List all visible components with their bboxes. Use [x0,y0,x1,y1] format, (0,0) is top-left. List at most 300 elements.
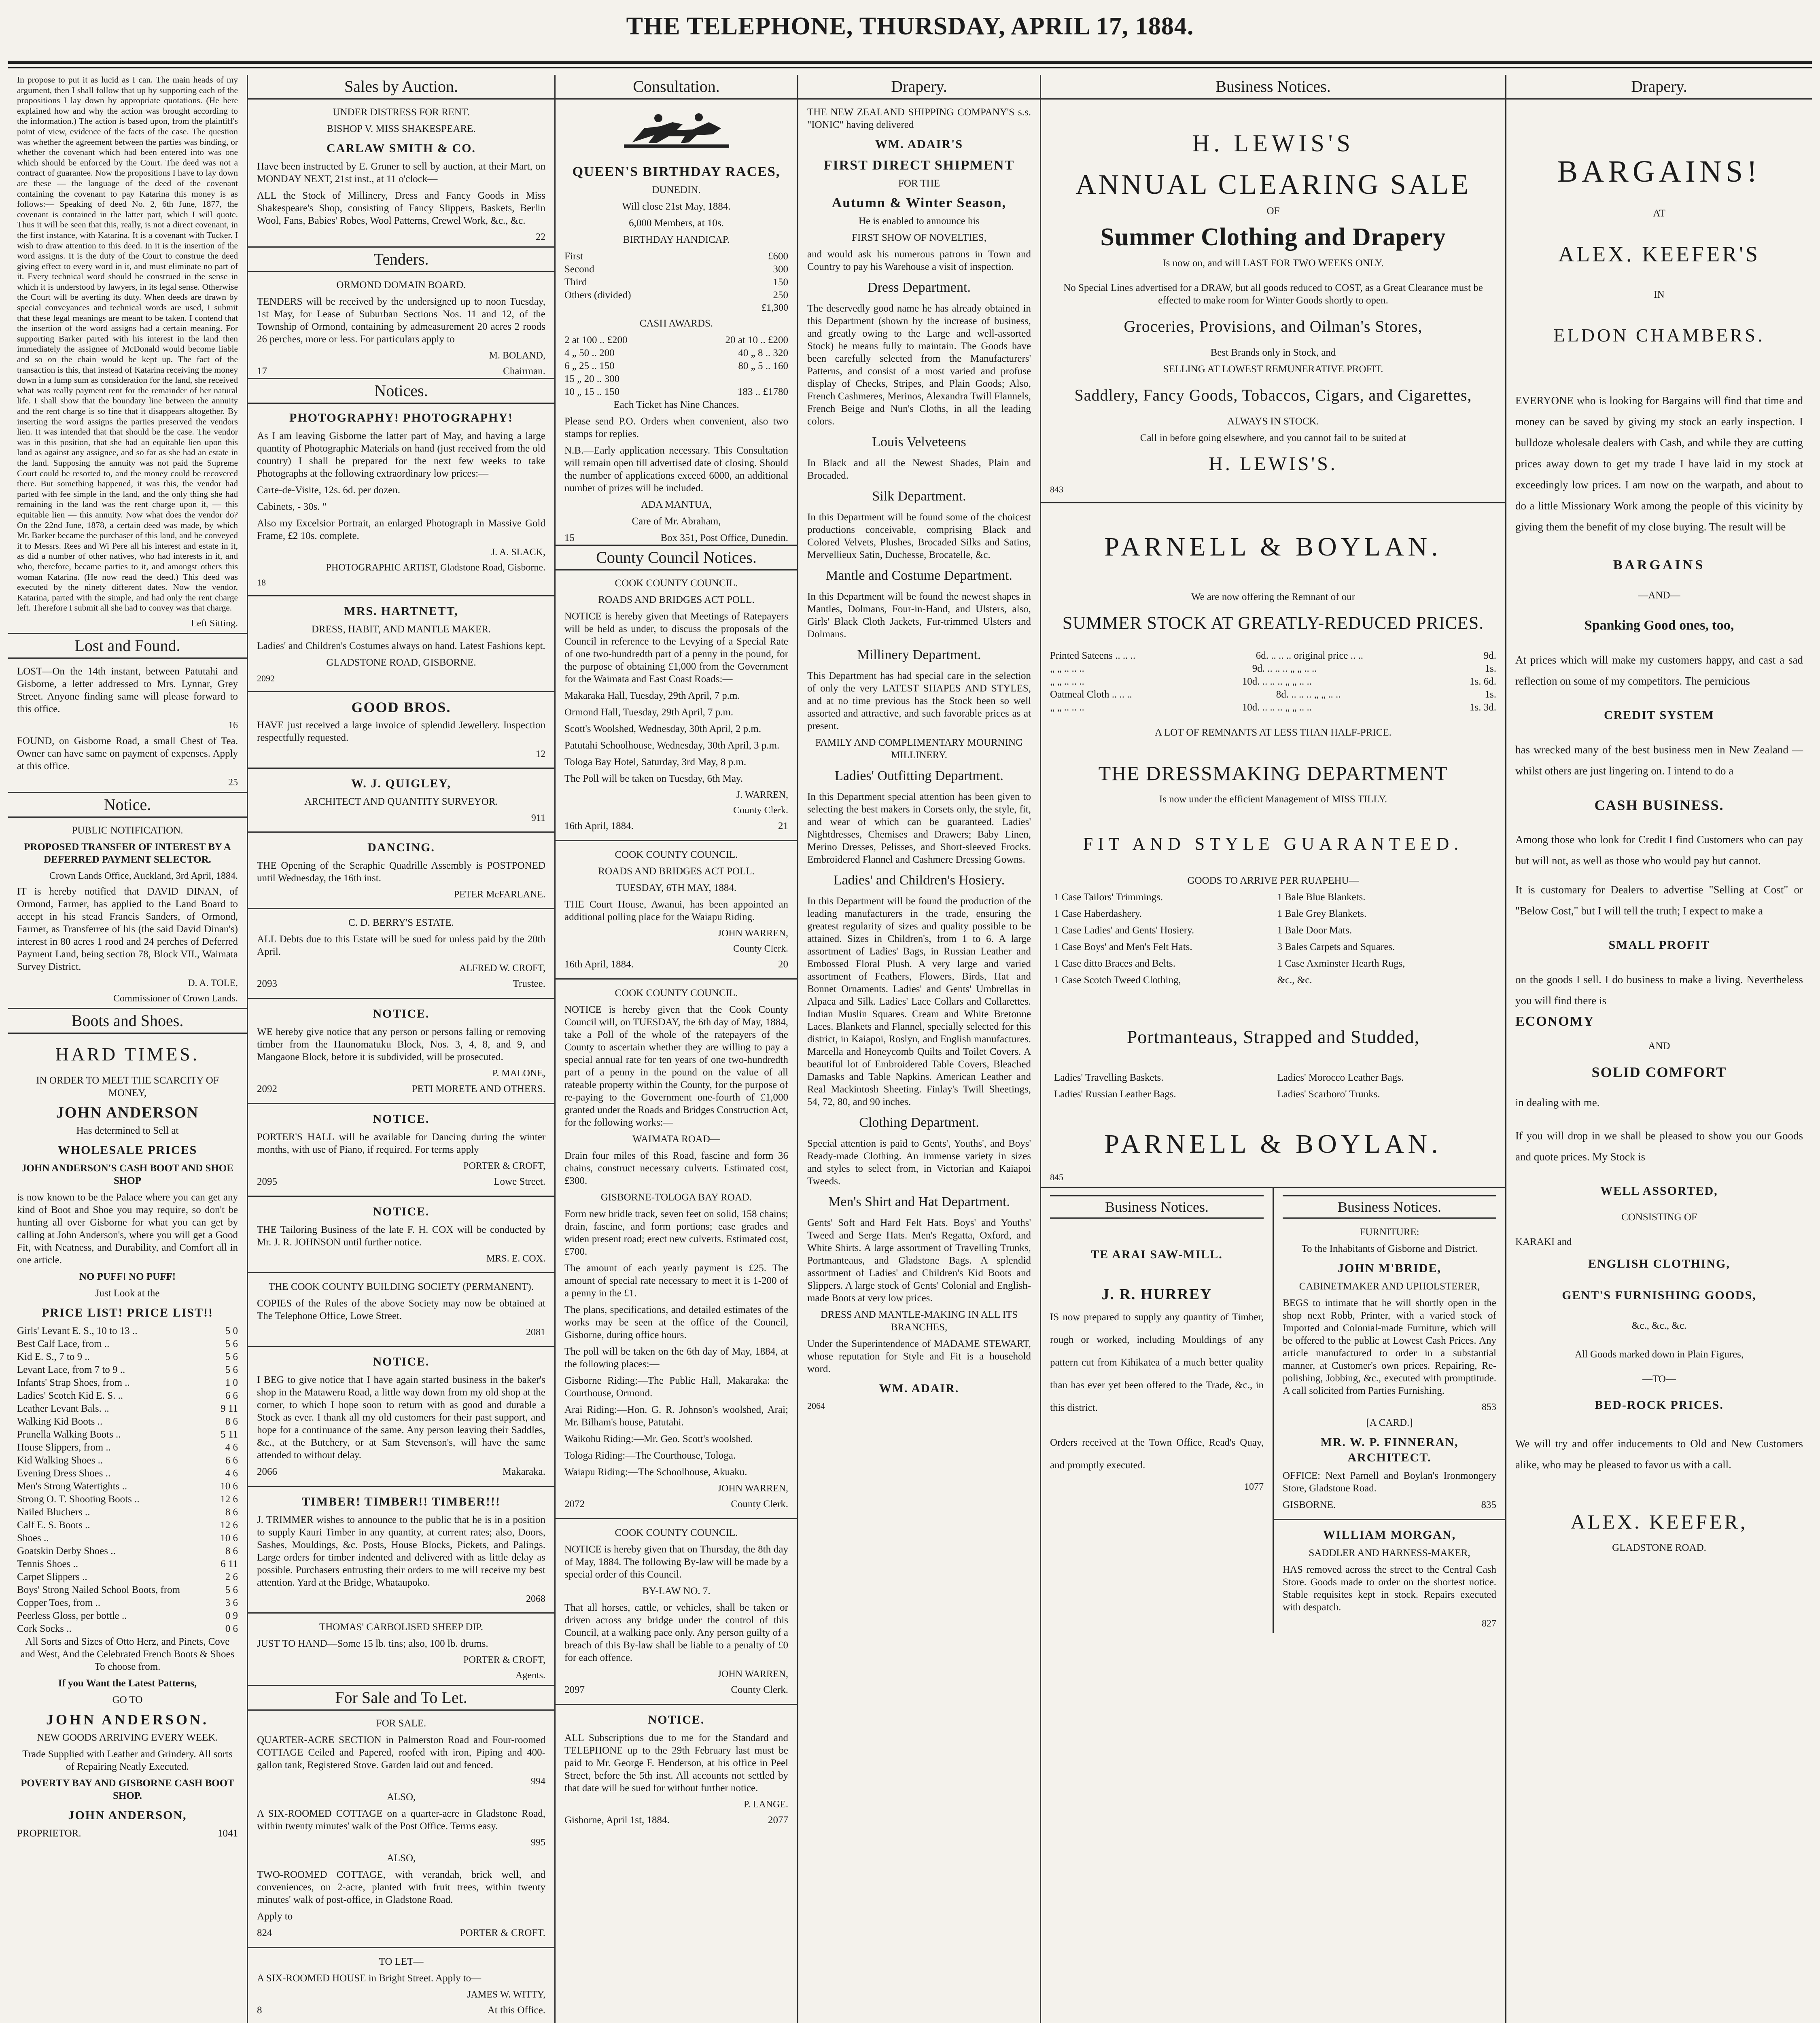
date-text: 16th April, 1884. [564,959,634,970]
peti-names: PETI MORETE AND OTHERS. [412,1084,545,1094]
poll-place-item: Waikohu Riding:—Mr. Geo. Scott's woolshed. [564,1433,753,1444]
determined-line: Has determined to Sell at [76,1125,179,1136]
prize-row-cell: Others (divided) [564,290,631,301]
sateen-row [1050,688,1496,701]
sateen-row-cell: „ „ .. .. .. [1050,702,1084,713]
lange-line [564,1814,788,1827]
town-office-orders: Orders received at the Town Office, Read's Quay, and promptly executed. [1050,1437,1264,1471]
price-row [17,1622,238,1635]
clerk-title: County Clerk. [731,1684,788,1695]
lewis-number: 843 [1050,484,1063,494]
first-show: FIRST SHOW OF NOVELTIES, [852,232,986,243]
divider [248,1272,554,1273]
mantle-body: In this Department will be found the newest shapes in Mantles, Dolmans, Four-in-Hand, and Ulsters, also, Girls' Black Cloth Jackets, Fur-trimmed Ulsters and Dolmans. [807,591,1031,640]
dunedin: DUNEDIN. [652,184,701,195]
etc-label: &c., &c., &c. [1631,1320,1687,1331]
and-small: AND [1648,1041,1670,1052]
good-bros: GOOD BROS. [351,699,451,715]
goods-list-right [1273,891,1497,990]
prize-row-cell: Second [564,264,594,275]
county-clerk: County Clerk. [733,944,788,954]
fit-style-guaranteed: FIT AND STYLE GUARANTEED. [1083,834,1464,854]
porters-hall: PORTER'S HALL will be available for Dancing during the winter months, with use of Piano, if required. For terms apply [257,1132,545,1155]
price-row [17,1519,238,1532]
prize-row-cell: 300 [773,264,788,275]
proposed-transfer: PROPOSED TRANSFER OF INTEREST BY A DEFERRED PAYMENT SELECTOR. [24,841,231,865]
boland-name: M. BOLAND, [489,350,545,361]
price-row-cell: 6 6 [225,1390,238,1401]
price-row [17,1597,238,1609]
hartnett-title: MRS. HARTNETT, [344,604,458,618]
meeting-item: Patutahi Schoolhouse, Wednesday, 30th April, 3 p.m. [564,740,780,751]
sale-six-roomed: A SIX-ROOMED COTTAGE on a quarter-acre in Gladstone Road, within twenty minutes' walk of the Post Office. Terms easy. [257,1808,545,1832]
keefer-truth: It is customary for Dealers to advertise "Selling at Cost" or "Below Cost," but I will tell the truth; I expect to make a [1515,884,1803,917]
carte-de-visite: Carte-de-Visite, 12s. 6d. per dozen. [257,485,400,496]
price-row [17,1532,238,1545]
masthead: THE TELEPHONE, THURSDAY, APRIL 17, 1884. [626,13,1194,40]
carlaw-body: Have been instructed by E. Gruner to sell by auction, at their Mart, on MONDAY NEXT, 21st inst., at 11 o'clock— [257,161,545,184]
enabled: He is enabled to announce his [858,216,980,227]
price-row-cell: Boys' Strong Nailed School Boots, from [17,1584,180,1595]
divider [248,691,554,692]
price-row-cell: 4 6 [225,1442,238,1453]
price-row [17,1364,238,1376]
goods-item: 1 Bale Grey Blankets. [1277,908,1367,919]
price-row-cell: 8 6 [225,1545,238,1556]
divider [248,1947,554,1948]
sateen-row-cell: 6d. .. .. .. original price .. .. [1256,650,1364,661]
price-row [17,1609,238,1622]
furniture-label: FURNITURE: [1360,1227,1419,1238]
notice-title: NOTICE. [373,1112,430,1126]
goods-to-arrive: GOODS TO ARRIVE PER RUAPEHU— [1187,875,1359,886]
saddlery: Saddlery, Fancy Goods, Tobaccos, Cigars, and Cigarettes, [1074,386,1472,404]
county-council-header: County Council Notices. [556,545,797,570]
parnell-boylan: PARNELL & BOYLAN. [1104,532,1442,562]
sateen-row-cell: „ „ .. .. .. [1050,676,1084,687]
wholesale-prices: WHOLESALE PRICES [57,1143,197,1157]
nine-chances: Each Ticket has Nine Chances. [613,399,739,410]
price-row [17,1415,238,1428]
prize-row [564,276,788,289]
mens-body: Gents' Soft and Hard Felt Hats. Boys' and Youths' Tweed and Serge Hats. Men's Regatta, Oxford, and White Shirts. A large assortment of Travelling Trunks, Portmanteaus, and Gladstone Bags. A splendid assortment of Ladies' and Children's Kid Boots and Slippers. A large stock of Gents' Colonial and English-made Boots at very low prices. [807,1217,1031,1304]
price-list [17,1325,238,1635]
meeting-list [564,689,788,768]
price-row-cell: Levant Lace, from 7 to 9 .. [17,1364,125,1375]
waimata-road: WAIMATA ROAD— [632,1134,720,1145]
keefer-inducements: We will try and offer inducements to Old and New Customers alike, who may be pleased to favor us with a call. [1515,1438,1803,1471]
cook-county-council: COOK COUNTY COUNCIL. [615,578,738,589]
price-row-cell: Walking Kid Boots .. [17,1416,103,1427]
price-row-cell: 6 6 [225,1455,238,1466]
column-auction [247,75,554,2023]
orders-number: 1077 [1244,1482,1264,1492]
cabinets-price: Cabinets, - 30s. " [257,501,327,512]
price-list-title: PRICE LIST! PRICE LIST!! [42,1306,213,1319]
racehorse-icon [616,106,737,159]
also-label: ALSO, [386,1853,416,1864]
award-row [564,360,788,373]
roads-bridges-poll: ROADS AND BRIDGES ACT POLL. [598,866,755,877]
proprietor-label: PROPRIETOR. [17,1828,81,1839]
lost-notice-number: 16 [228,720,238,731]
price-row-cell: 6 11 [221,1558,238,1569]
well-assorted: WELL ASSORTED, [1600,1184,1718,1198]
wm-adair-number: 2064 [807,1401,825,1411]
clerk-title: County Clerk. [731,1499,788,1510]
hartnett-number: 2092 [257,673,275,683]
millinery-body: This Department has had special care in the selection of only the very LATEST SHAPES AND STYLES, and at no time previous has the Stock been so well assorted and attractive, and such favorable prices as at present. [807,670,1031,732]
meeting-item: Scott's Woolshed, Wednesday, 30th April, 2 p.m. [564,723,762,734]
good-bros-number: 12 [536,749,545,759]
photography-body: As I am leaving Gisborne the latter part of May, and having a large quantity of Photographic Materials on hand (just received from the old country) I shall be prepared for the next few weeks to take Photographs at the following extraordinary low prices:— [257,430,545,479]
price-row-cell: 0 9 [225,1610,238,1621]
price-row-cell: Prunella Walking Boots .. [17,1429,121,1440]
divider [248,1346,554,1347]
subscriptions-notice: ALL Subscriptions due to me for the Standard and TELEPHONE up to the 29th February last must be paid to Mr. George F. Henderson, at his office in Peel Street, before the 5th inst. All accounts not settled by that date will be sued for without further notice. [564,1732,788,1794]
price-row [17,1402,238,1415]
business-notices-header: Business Notices. [1041,75,1505,100]
sheep-dip-body: JUST TO HAND—Some 15 lb. tins; also, 100 lb. drums. [257,1638,488,1649]
sateen-row [1050,662,1496,675]
divider [556,840,797,841]
members: 6,000 Members, at 10s. [629,218,724,229]
agents-label: Agents. [515,1670,545,1681]
berry-body: ALL Debts due to this Estate will be sued for unless paid by the 20th April. [257,934,545,957]
louis-body: In Black and all the Newest Shades, Plain and Brocaded. [807,458,1031,481]
cash-awards: CASH AWARDS. [639,318,713,329]
in-label: IN [1654,289,1665,300]
clerk-line [564,1498,788,1511]
price-row [17,1480,238,1493]
morgan-body: HAS removed across the street to the Central Cash Store. Goods made to order on the shortest notice. Stable requisites kept in stock. Repairs executed with despatch. [1283,1564,1496,1613]
price-row [17,1571,238,1584]
price-row-cell: Calf E. S. Boots .. [17,1519,90,1531]
divider [556,1704,797,1705]
divider [248,1486,554,1487]
portmanteau-item: Ladies' Travelling Baskets. [1054,1072,1164,1083]
finneran-body: OFFICE: Next Parnell and Boylan's Ironmongery Store, Gladstone Road. [1283,1470,1496,1494]
boland-number: 17 [257,366,267,377]
price-row-cell: 10 6 [220,1532,238,1544]
price-row [17,1454,238,1467]
poll-place-item: Gisborne Riding:—The Public Hall, Makaraka: the Courthouse, Ormond. [564,1375,788,1399]
excelsior-portrait: Also my Excelsior Portrait, an enlarged Photograph in Massive Gold Frame, £2 10s. complete. [257,518,545,541]
ship-notice: THE NEW ZEALAND SHIPPING COMPANY'S s.s. "IONIC" having delivered [807,107,1031,130]
ada-number: 15 [564,532,575,543]
notice-title: NOTICE. [373,1007,430,1020]
goods-item: 1 Bale Door Mats. [1277,925,1352,936]
keefer-credit: has wrecked many of the best business men in New Zealand — whilst others are just lingering on. I intend to do a [1515,744,1803,777]
slack-name: J. A. SLACK, [491,547,545,558]
sub-business-header: Business Notices. [1050,1195,1264,1219]
morgan-title: SADDLER AND HARNESS-MAKER, [1309,1548,1470,1559]
lost-found-header: Lost and Found. [8,633,247,659]
sateen-row-cell: 9d. [1483,650,1496,661]
goods-list-left [1050,891,1273,990]
nb-application: N.B.—Early application necessary. This Consultation will remain open till advertised date of closing. Should the number of applications exceed 6000, an additional number of prizes will be included. [564,445,788,494]
john-warren: JOHN WARREN, [717,1669,788,1679]
dressmaking-department: THE DRESSMAKING DEPARTMENT [1098,762,1448,785]
john-anderson-title: JOHN ANDERSON [56,1104,199,1121]
slack-number: 18 [257,577,266,587]
cook-county-council: COOK COUNTY COUNCIL. [615,1527,738,1538]
poll-place-item: Tologa Riding:—The Courthouse, Tologa. [564,1450,736,1461]
poll-tuesday: The Poll will be taken on Tuesday, 6th May. [564,773,743,784]
lowe-street: Lowe Street. [494,1176,545,1187]
hartnett-sub: DRESS, HABIT, AND MANTLE MAKER. [311,624,491,635]
price-row-cell: Shoes .. [17,1532,49,1544]
prize-row [564,289,788,302]
prize-row-cell: Third [564,277,587,288]
parnell-boylan-sign: PARNELL & BOYLAN. [1104,1129,1442,1159]
goods-item: 1 Case ditto Braces and Belts. [1054,958,1175,969]
now-on: Is now on, and will LAST FOR TWO WEEKS ONLY. [1162,258,1384,269]
miss-tilly: Is now under the efficient Management of MISS TILLY. [1159,794,1387,805]
divider [248,768,554,769]
prize-row [564,263,788,276]
tologa-body: Form new bridle track, seven feet on solid, 158 chains; drain, fascine, and form portions; ease grades and widen present road; erect new culverts. Estimated cost, £700. [564,1209,788,1257]
stock-number: 22 [536,232,545,242]
yearly-amount: The amount of each yearly payment is £25. The amount of special rate necessary to meet it is 1-200 of a penny in the £1. [564,1263,788,1299]
price-row [17,1467,238,1480]
silk-body: In this Department will be found some of the choicest productions conceivable, comprising Black and Colored Velvets, Plushes, Brocaded Silks and Satins, Mervellieux Satin, Duchesse, Brocatelle, &c. [807,512,1031,560]
award-row-cell: 183 .. £1780 [738,386,788,397]
price-row-cell: Carpet Slippers .. [17,1571,87,1582]
sub-business-header: Business Notices. [1283,1195,1496,1219]
price-row-cell: 3 6 [225,1597,238,1608]
price-row-cell: Girls' Levant E. S., 10 to 13 .. [17,1325,138,1336]
boots-shoes-header: Boots and Shoes. [8,1008,247,1034]
lange-number: 2077 [768,1815,788,1826]
quigley-number: 911 [531,813,545,823]
price-row [17,1558,238,1571]
roads-bridges-poll: ROADS AND BRIDGES ACT POLL. [598,594,755,605]
price-row-cell: Copper Toes, from .. [17,1597,101,1608]
autumn-winter: Autumn & Winter Season, [832,195,1007,210]
porter-croft-agents: PORTER & CROFT, [463,1655,545,1665]
price-row-cell: Ladies' Scotch Kid E. S. .. [17,1390,123,1401]
care-of: Care of Mr. Abraham, [632,516,721,527]
portmanteau-item: Ladies' Scarboro' Trunks. [1277,1089,1380,1100]
waimata-body: Drain four miles of this Road, fascine and form 36 chains, construct necessary culverts. Estimated cost, £300. [564,1150,788,1186]
poverty-bay-shop: POVERTY BAY AND GISBORNE CASH BOOT SHOP. [21,1777,234,1801]
sales-by-auction-header: Sales by Auction. [248,75,554,100]
proprietor-line [17,1827,238,1840]
price-row-cell: Strong O. T. Shooting Boots .. [17,1493,140,1505]
lange-name: P. LANGE. [743,1799,788,1810]
wm-adair-sign: WM. ADAIR. [879,1382,959,1395]
clerk-number: 2097 [564,1684,585,1695]
price-row-cell: 5 6 [225,1338,238,1349]
sateen-price-list [1050,649,1496,714]
portmanteau-list-left [1050,1071,1273,1105]
clerk-line [564,1684,788,1696]
h-lewis: H. LEWIS'S [1192,130,1354,157]
good-bros-body: HAVE just received a large invoice of splendid Jewellery. Inspection respectfully requested. [257,720,545,743]
sateen-row-cell: Oatmeal Cloth .. .. .. [1050,689,1132,700]
price-row-cell: Nailed Bluchers .. [17,1506,90,1518]
goods-item: 1 Case Tailors' Trimmings. [1054,892,1163,903]
millinery-department: Millinery Department. [857,647,981,662]
goods-item: 1 Case Scotch Tweed Clothing, [1054,975,1181,986]
croft-number: 2093 [257,978,277,989]
notice-title: NOTICE. [373,1205,430,1218]
date-line [564,820,788,833]
column-keefer [1505,75,1812,2023]
john-warren: JOHN WARREN, [717,928,788,939]
scarcity-line: IN ORDER TO MEET THE SCARCITY OF MONEY, [36,1075,219,1098]
keefer-intro: EVERYONE who is looking for Bargains will find that time and money can be saved by giving my stock an early inspection. I bulldoze wholesale dealers with Cash, and while they are cutting prices away down to get my trade I have laid in my stock at exceedingly low prices. I am now on the warpath, and about to do a little Missionary Work among the people of this vicinity by giving them the benefit of my close buying. The result will be [1515,394,1803,533]
award-row-cell: 10 „ 15 .. 150 [564,386,620,397]
remnant-offer: We are now offering the Remnant of our [1191,592,1355,602]
dress-body: The deservedly good name he has already obtained in this Department (shown by the increase of business, and greatly owing to the Large and well-assorted Stock) he means fully to maintain. The Goods have been carefully selected from the Manufacturers' Patterns, and consist of a most varied and profuse display of Checks, Stripes, and Plain Goods; Also, French Cashmeres, Merinos, Alexandra Twill Flannels, French Beige and Nun's Cloths, in all the leading colors. [807,303,1031,427]
date-number: 21 [778,821,788,831]
also-label: ALSO, [386,1792,416,1802]
trade-supplied: Trade Supplied with Leather and Grindery. All sorts of Repairing Neatly Executed. [22,1748,233,1772]
madame-stewart: Under the Superintendence of MADAME STEWART, whose reputation for Style and Fit is a household word. [807,1338,1031,1374]
price-row-cell: 5 6 [225,1364,238,1375]
boland-line [257,365,545,378]
sateen-row-cell: 1s. [1485,689,1496,700]
photography-title: PHOTOGRAPHY! PHOTOGRAPHY! [289,411,513,424]
carlaw-smith: CARLAW SMITH & CO. [327,142,476,155]
mourning-millinery: FAMILY AND COMPLIMENTARY MOURNING MILLINERY. [815,737,1023,761]
county-clerk: County Clerk. [733,805,788,816]
call-in-before: Call in before going elsewhere, and you cannot fail to be suited at [1140,433,1406,443]
price-row [17,1428,238,1441]
english-clothing: ENGLISH CLOTHING, [1588,1257,1730,1270]
meeting-item: Makaraka Hall, Tuesday, 29th April, 7 p.m. [564,690,740,701]
special-rate-notice: NOTICE is hereby given that Meetings of Ratepayers will be held as under, to discuss the proposals of the Council in reference to the Levying of a Special Rate of one two-hundredth part of a penny in the pound, for the purpose of obtaining £1,000 from the Government for the Waimata and East Coast Roads:— [564,611,788,685]
goods-item: 3 Bales Carpets and Squares. [1277,942,1395,952]
queens-races: QUEEN'S BIRTHDAY RACES, [572,164,781,179]
notice-header: Notice. [8,792,247,818]
cook-county-council: COOK COUNTY COUNCIL. [615,849,738,860]
price-row-cell: 4 6 [225,1467,238,1479]
drapery-header: Drapery. [1506,75,1812,100]
price-row-cell: 0 6 [225,1623,238,1634]
best-brands: Best Brands only in Stock, and [1210,347,1336,358]
hurrey-body: IS now prepared to supply any quantity of Timber, rough or worked, including Mouldings of any pattern cut from Kihikatea of a much better quality than has ever yet been offered to the Trade, &c., in this district. [1050,1312,1264,1413]
notice-title: NOTICE. [373,1355,430,1368]
finneran-number: 835 [1481,1499,1496,1510]
tole-name: D. A. TOLE, [188,978,238,988]
bylaw-body: That all horses, cattle, or vehicles, shall be taken or driven across any bridge under the control of this Council, at a walking pace only. Any person guilty of a breach of this By-law shall be liable to a penalty of £0 for each offence. [564,1602,788,1663]
divider [248,1196,554,1197]
solid-comfort: SOLID COMFORT [1591,1064,1727,1080]
mbride-number: 853 [1482,1402,1496,1412]
price-row [17,1493,238,1506]
price-row-cell: 5 0 [225,1325,238,1336]
sale-palmerston-number: 994 [531,1776,545,1787]
at-office: At this Office. [487,2005,545,2016]
bylaw-notice: NOTICE is hereby given that on Thursday, the 8th day of May, 1884. The following By-law will be made by a special order of this Council. [564,1544,788,1580]
mbride-name: JOHN M'BRIDE, [1337,1262,1441,1275]
warren-name: J. WARREN, [736,790,788,800]
croft-name: ALFRED W. CROFT, [459,963,545,973]
price-row-cell: 12 6 [220,1493,238,1505]
porter-croft-line [257,1927,545,1940]
summer-stock: SUMMER STOCK AT GREATLY-REDUCED PRICES. [1062,613,1484,633]
sateen-row-cell: 8d. .. .. .. „ „ .. .. [1276,689,1341,700]
mbride-body: BEGS to intimate that he will shortly open in the shop next Robb, Printer, with a varied stock of Imported and Colonial-made Furniture, which will be offered to the public at Lowest Cash Prices. Any article manufactured to order in a substantial manner, at Customer's own prices. Repairing, Re-polishing, Jobbing, &c., executed with promptitude. A call solicited from Parties Furnishing. [1283,1298,1496,1396]
sale-two-roomed: TWO-ROOMED COTTAGE, with verandah, brick well, and conveniences, on 2-acre, planted with fruit trees, within twenty minutes' walk of post-office, in Gladstone Road. [257,1869,545,1905]
makaraka-line [257,1465,545,1478]
to-label: —TO— [1642,1374,1676,1385]
mrs-cox: MRS. E. COX. [486,1253,545,1264]
lost-notice: LOST—On the 14th instant, between Patutahi and Gisborne, a letter addressed to Mrs. Lynnar, Grey Street. Anyone finding same will please forward to this office. [17,666,238,715]
dealing-with-me: in dealing with me. [1515,1096,1600,1109]
te-arai-saw-mill: TE ARAI SAW-MILL. [1091,1248,1223,1261]
meeting-item: Tologa Bay Hotel, Saturday, 3rd May, 8 p.m. [564,757,747,768]
outfitting-body: In this Department special attention has been given to selecting the best makers in Corsets only, the style, fit, and wear of which can be guaranteed. Ladies' Nightdresses, Chemises and Drawers; Baby Linen, Merino Dresses, Pelisses, and Short-sleeved Frocks. Embroidered Flannel and Cashmere Dressing Gowns. [807,791,1031,865]
h-lewis-sign: H. LEWIS'S. [1209,453,1338,475]
price-row-cell: House Slippers, from .. [17,1442,111,1453]
divider [248,1103,554,1104]
cash-boot-shop: JOHN ANDERSON'S CASH BOOT AND SHOE SHOP [21,1162,233,1186]
column-consultation [554,75,797,2023]
legal-argument-text: In propose to put it as lucid as I can. The main heads of my argument, then I shall follow that up by supporting each of the propositions I lay down by appropriate quotations. (He here explained how and why the action was brought according to the information.) The action is based upon, from the plaintiff's point of view, evidence of the facts of the case. The question was whether the agreement between the parties was binding, or whether the covenant which had been entered into was one which should be enforced by the Court. The deed was not a contract of guarantee. Now the propositions I have to lay down are these — the language of the deed of the covenant containing the covenant to pay Katarina this money is as follows:— Speaking of deed No. 2, 6th June, 1877, the covenant is contained in the latter part, which I will quote. Thus it will be seen that this, really, is not a direct covenant, in the first instance, with Katarina. It is a covenant with Tucker. I wish to draw attention to this deed. In it is the insertion of the word assigns. It is the duty of the Court to construe the deed giving effect to every word in it, and must eliminate no part of it. Every technical word should be construed in the sense in which it is understood by lawyers, in its legal sense. Otherwise the Court will be averting its duty. When deeds are drawn by special conveyances and technical words are used, I submit that these legal meanings are meant to be taken. I contend that the insertion of the word assigns had a certain meaning. For supporting Barker parted with his interest in the land then immediately the assignee of McDonald would become liable and so on the chain would be kept up. The fact of the transaction is this, that instead of Katarina receiving the money down in a lump sum as consideration for the land, she received what was really payment rent for the remainder of her natural life. I shall show that the boundary line between the annuity and the rent charge is so fine that it disappears altogether. By inserting the word assigns the parties preserved the vendors lien. It was intended that that should be the case. The vendor was in this position, that she had an equitable lien upon this land as against any assignee, and so far as she had an estate in the land. Supposing the annuity was not paid the Supreme Court could be resorted to, and the money could be recovered there. But something happened, it was this, the vendor had parted with fee simple in the land, and the only thing she had remaining in the land was the rent charge upon it, — this equitable lien — this annuity. Now what does the vendor do? On the 22nd June, 1878, a certain deed was made, by which Mr. Barker became the purchaser of this land, and he conveyed it to Messrs. Rees and Wi Pere all his interest and estate in it, as did a number of other natives, who had interests in it, and who, therefore, became parties to it, and amongst others this woman Katarina. (He now read the deed.) This deed was executed by the ninety different dates. Now the vendor, Katarina, parted with the simple, and had only the rent charge left. Therefore I submit all she had to convey was that charge. [17,75,238,613]
just-look: Just Look at the [95,1287,160,1299]
witty-number: 8 [257,2005,262,2016]
price-row-cell: Tennis Shoes .. [17,1558,78,1569]
morgan-name: WILLIAM MORGAN, [1323,1528,1456,1542]
hard-times: HARD TIMES. [55,1043,200,1065]
keefer-drop-in: If you will drop in we shall be pleased to show you our Goods and quote prices. My Stock is [1515,1130,1803,1163]
timber-body: J. TRIMMER wishes to announce to the public that he is in a position to supply Kauri Timber in any quantity, at current rates; also, Doors, Sashes, Mouldings, &c. Posts, House Blocks, Pickets, and Palings. Large orders for timber indented and delivered with as little delay as possible. Purchasers entrusting their orders to me will receive my best attention. Yard at the Bridge, Whataupoko. [257,1514,545,1588]
divider [556,978,797,980]
award-row-cell: 40 „ 8 .. 320 [738,348,788,358]
wm-adairs: WM. ADAIR'S [875,138,963,151]
parnell-number: 845 [1050,1172,1063,1182]
price-row-cell: Peerless Gloss, per bottle .. [17,1610,127,1621]
sateen-row-cell: 10d. .. .. .. „ „ .. .. [1242,702,1312,713]
price-row-cell: 2 6 [225,1571,238,1582]
sorts-and-sizes: All Sorts and Sizes of Otto Herz, and Pinets, Cove and West, And the Celebrated French Boots & Shoes To choose from. [20,1636,235,1672]
award-row [564,347,788,360]
karaki-label: KARAKI and [1515,1236,1572,1247]
price-row-cell: Cork Socks .. [17,1623,72,1634]
sateen-row-cell: 9d. .. .. .. „ „ .. .. [1252,663,1317,674]
found-notice-number: 25 [228,777,238,788]
clothing-body: Special attention is paid to Gents', Youths', and Boys' Ready-made Clothing. An immense variety in sizes and styles to select from, in Victorian and Kaiapoi Tweeds. [807,1138,1031,1187]
timber-title: TIMBER! TIMBER!! TIMBER!!! [302,1495,501,1508]
send-orders: Please send P.O. Orders when convenient, also two stamps for replies. [564,416,788,439]
price-row-cell: 5 6 [225,1351,238,1362]
poll-date: TUESDAY, 6TH MAY, 1884. [616,882,737,893]
consisting-of: CONSISTING OF [1621,1212,1697,1223]
sheep-dip: THOMAS' CARBOLISED SHEEP DIP. [319,1622,484,1633]
boland-title: Chairman. [503,366,545,377]
no-special-lines: No Special Lines advertised for a DRAW, but all goods reduced to COST, as a Great Clearance must be effected to make room for Winter Goods shortly to open. [1063,282,1483,306]
price-row-cell: 10 6 [220,1480,238,1492]
price-row-cell: Men's Strong Watertights .. [17,1480,127,1492]
slack-title: PHOTOGRAPHIC ARTIST, Gladstone Road, Gisborne. [326,562,545,573]
column-drapery-adair [797,75,1040,2023]
gisborne-label: GISBORNE. [1283,1499,1336,1510]
price-row-cell: Evening Dress Shoes .. [17,1467,111,1479]
prize-row-cell: 150 [773,277,788,288]
annual-clearing-sale: ANNUAL CLEARING SALE [1075,169,1471,200]
economy: ECONOMY [1515,1014,1595,1029]
price-row [17,1325,238,1338]
keefer-credit-customers: Among those who look for Credit I find Customers who can pay but will not, as well as those who would pay but cannot. [1515,833,1803,867]
mantle-department: Mantle and Costume Department. [826,568,1012,583]
portmanteau-list-right [1273,1071,1497,1105]
price-row-cell: 5 6 [225,1584,238,1595]
berry-estate: C. D. BERRY'S ESTATE. [348,917,454,928]
